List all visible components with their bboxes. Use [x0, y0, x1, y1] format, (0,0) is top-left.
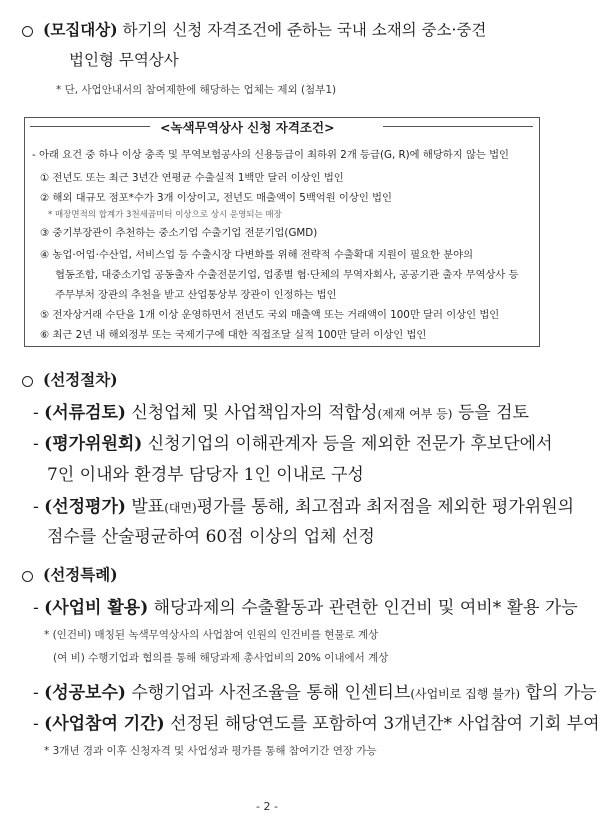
page-number: - 2 -	[256, 800, 278, 813]
success-fee-label: (성공보수)	[44, 683, 126, 703]
special-bullet-3: - (사업참여 기간) 선정된 해당연도를 포함하여 3개년간* 사업참여 기회 부여	[33, 714, 600, 734]
evaluation-label: (선정평가)	[44, 497, 126, 517]
doc-review-small: (제재 여부 등)	[377, 407, 453, 421]
box-item-4-line2: 협동조합, 대중소기업 공동출자 수출전문기업, 업종별 협·단체의 무역자회사, 공공기관 출자 무역상사 등	[55, 269, 519, 281]
box-item-2: ② 해외 대규모 점포*수가 3개 이상이고, 전년도 매출액이 5백억원 이상인 법인	[40, 192, 392, 204]
procedure-bullet-2-line2: 7인 이내와 환경부 담당자 1인 이내로 구성	[47, 465, 364, 485]
budget-note-1: * (인건비) 매칭된 녹색무역상사의 사업참여 인원의 인건비를 현물로 계상	[44, 629, 379, 641]
box-item-1: ① 전년도 또는 최근 3년간 연평균 수출실적 1백만 달러 이상인 법인	[40, 172, 344, 184]
procedure-bullet-1: - (서류검토) 신청업체 및 사업책임자의 적합성(제재 여부 등) 등을 검토	[33, 403, 529, 423]
box-title-rule-left	[30, 126, 150, 127]
success-fee-text: 수행기업과 사전조율을 통해 인센티브	[125, 683, 411, 703]
budget-note-2: (여 비) 수행기업과 협의를 통해 해당과제 총사업비의 20% 이내에서 계상	[53, 652, 389, 664]
success-fee-small: (사업비로 집행 불가)	[410, 687, 521, 701]
doc-review-end: 등을 검토	[452, 403, 529, 423]
success-fee-end: 합의 가능	[520, 683, 597, 703]
section-procedure-heading	[22, 368, 118, 390]
recruit-bold: (모집대상)	[43, 20, 118, 39]
period-text: 선정된 해당연도를 포함하여 3개년간* 사업참여 기회 부여	[164, 714, 600, 734]
budget-label: (사업비 활용)	[44, 598, 149, 618]
section-recruit-heading	[22, 18, 486, 40]
procedure-bullet-3: - (선정평가) 발표(대면)평가를 통해, 최고점과 최저점을 제외한 평가위원의	[33, 497, 575, 517]
procedure-bullet-3-line2: 점수를 산술평균하여 60점 이상의 업체 선정	[47, 527, 375, 547]
box-item-2-note: * 매장면적의 합계가 3천세곱미터 이상으로 상시 운영되는 매장	[48, 210, 282, 220]
evaluation-text-2: 평가를 통해, 최고점과 최저점을 제외한 평가위원의	[196, 497, 575, 517]
box-title-rule-right	[383, 126, 533, 127]
box-item-4-line3: 주무부처 장관의 추천을 받고 산업통상부 장관이 인정하는 법인	[55, 289, 337, 301]
box-intro: - 아래 요건 중 하나 이상 충족 및 무역보험공사의 신용등급이 최하위 2개 등급(G, R)에 해당하지 않는 법인	[32, 149, 509, 161]
evaluation-small: (대면)	[164, 501, 197, 515]
box-item-3: ③ 중기부장관이 추천하는 중소기업 수출기업 전문기업(GMD)	[40, 227, 318, 239]
committee-label: (평가위원회)	[44, 434, 143, 454]
box-item-4-line1: ④ 농업·어업·수산업, 서비스업 등 수출시장 다변화를 위해 전략적 수출확대 지원이 필요한 분야의	[40, 249, 474, 261]
doc-review-label: (서류검토)	[44, 403, 126, 423]
procedure-bullet-2: - (평가위원회) 신청기업의 이해관계자 등을 제외한 전문가 후보단에서	[33, 434, 553, 454]
budget-text: 해당과제의 수출활동과 관련한 인건비 및 여비* 활용 가능	[148, 598, 578, 618]
evaluation-text-1: 발표	[125, 497, 165, 517]
recruit-text: 하기의 신청 자격조건에 준하는 국내 소재의 중소·중견	[117, 21, 487, 39]
special-bullet-1: - (사업비 활용) 해당과제의 수출활동과 관련한 인건비 및 여비* 활용 가능	[33, 598, 578, 618]
period-note: * 3개년 경과 이후 신청자격 및 사업성과 평가를 통해 참여기간 연장 가능	[44, 745, 377, 757]
recruit-note: * 단, 사업안내서의 참여제한에 해당하는 업체는 제외 (첨부1)	[56, 84, 337, 96]
recruit-line2: 법인형 무역상사	[69, 51, 179, 69]
special-heading-text: (선정특례)	[43, 565, 118, 584]
box-title: <녹색무역상사 신청 자격조건>	[160, 120, 335, 135]
circle-bullet-icon	[22, 26, 33, 37]
circle-bullet-icon	[22, 376, 33, 387]
box-item-6: ⑥ 최근 2년 내 해외정부 또는 국제기구에 대한 직접조달 실적 100만 달러 이상인 법인	[40, 329, 427, 341]
committee-text: 신청기업의 이해관계자 등을 제외한 전문가 후보단에서	[142, 434, 553, 454]
section-special-heading	[22, 563, 118, 585]
doc-review-text: 신청업체 및 사업책임자의 적합성	[125, 403, 378, 423]
box-item-5: ⑤ 전자상거래 수단을 1개 이상 운영하면서 전년도 국외 매출액 또는 거래액이 100만 달러 이상인 법인	[40, 309, 500, 321]
procedure-heading-text: (선정절차)	[43, 370, 118, 389]
period-label: (사업참여 기간)	[44, 714, 165, 734]
special-bullet-2: - (성공보수) 수행기업과 사전조율을 통해 인센티브(사업비로 집행 불가) 합의 가능	[33, 683, 597, 703]
circle-bullet-icon	[22, 571, 33, 582]
